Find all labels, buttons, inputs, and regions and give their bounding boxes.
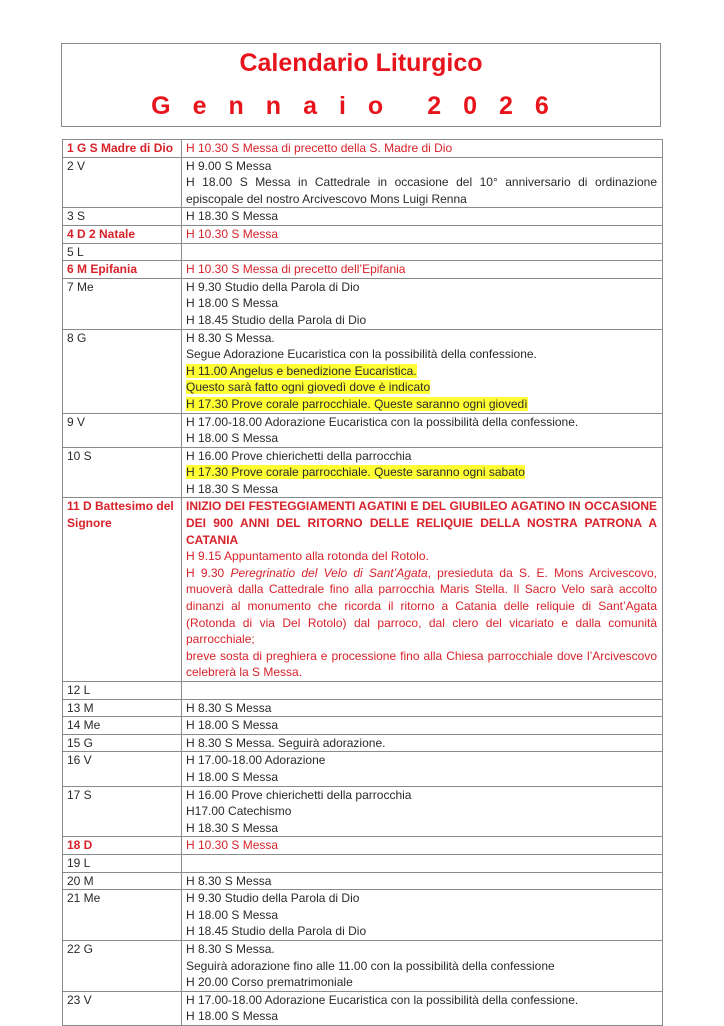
events-cell — [182, 329, 663, 413]
day-cell: 10 S — [63, 447, 182, 498]
highlighted-event-line: H 17.30 Prove corale parrocchiale. Queste saranno ogni giovedì — [186, 396, 528, 411]
table-row — [63, 752, 663, 786]
table-row — [63, 140, 663, 158]
day-cell: 15 G — [63, 734, 182, 752]
event-line: H 16.00 Prove chierichetti della parrocchia — [186, 787, 412, 802]
events-cell — [182, 498, 663, 682]
event-heading: INIZIO DEI FESTEGGIAMENTI AGATINI E DEL GIUBILEO AGATINO IN OCCASIONE DEI 900 ANNI DEL RITORNO DELLE RELIQUIE DELLA NOSTRA PATRONA A CATANIA — [186, 499, 657, 547]
event-line: H 9.30 Studio della Parola di Dio — [186, 279, 360, 294]
day-cell: 4 D 2 Natale — [63, 225, 182, 243]
table-row — [63, 413, 663, 447]
table-row — [63, 837, 663, 855]
day-cell: 2 V — [63, 157, 182, 208]
event-line: H 18.00 S Messa — [186, 296, 279, 311]
event-line: H 9.00 S Messa — [186, 158, 272, 173]
event-line: H 10.30 S Messa — [186, 226, 279, 241]
empty-line — [186, 682, 657, 699]
events-cell — [182, 157, 663, 208]
event-line: H 20.00 Corso prematrimoniale — [186, 975, 353, 990]
day-cell: 12 L — [63, 682, 182, 700]
events-cell — [182, 734, 663, 752]
event-line: H 18.30 S Messa — [186, 481, 279, 496]
events-cell — [182, 208, 663, 226]
events-cell — [182, 717, 663, 735]
events-cell — [182, 413, 663, 447]
event-line: H 18.45 Studio della Parola di Dio — [186, 924, 367, 939]
table-row — [63, 329, 663, 413]
events-cell — [182, 243, 663, 261]
event-description: , presieduta da S. E. Mons Arcivescovo, muoverà dalla Cattedrale fino alla parrocchia Maris Stella. Il Sacro Velo sarà accolto dinanzi al monumento che ricorda il ritorno a Catania delle reliquie di Sant’Agata (Rotonda di via Del Rotolo) dal parroco, dal clero del vicariato e dalla comunità parrocchiale; — [186, 565, 657, 647]
events-cell — [182, 991, 663, 1025]
event-line: H 17.00-18.00 Adorazione Eucaristica con la possibilità della confessione. — [186, 414, 579, 429]
event-line: H 18.45 Studio della Parola di Dio — [186, 312, 367, 327]
event-line: H 8.30 S Messa. — [186, 330, 275, 345]
highlighted-event-line: Questo sarà fatto ogni giovedì dove è indicato — [186, 380, 431, 395]
events-cell — [182, 261, 663, 279]
day-cell: 16 V — [63, 752, 182, 786]
day-cell: 1 G S Madre di Dio — [63, 140, 182, 158]
event-line: H 18.00 S Messa — [186, 718, 279, 733]
events-cell — [182, 140, 663, 158]
table-row — [63, 278, 663, 329]
event-paragraph: breve sosta di preghiera e processione fino alla Chiesa parrocchiale dove l’Arcivescovo celebrerà la S Messa. — [186, 648, 657, 680]
month-year — [62, 89, 660, 123]
empty-line — [186, 855, 657, 872]
year: 2026 — [427, 92, 571, 120]
events-cell — [182, 854, 663, 872]
events-cell — [182, 682, 663, 700]
table-row — [63, 682, 663, 700]
table-row — [63, 786, 663, 837]
event-line: H 16.00 Prove chierichetti della parrocchia — [186, 448, 412, 463]
event-line: H 17.00-18.00 Adorazione Eucaristica con la possibilità della confessione. — [186, 992, 579, 1007]
event-line: H 8.30 S Messa — [186, 873, 272, 888]
table-row — [63, 991, 663, 1025]
table-row — [63, 717, 663, 735]
day-cell: 8 G — [63, 329, 182, 413]
event-line: H 9.30 Studio della Parola di Dio — [186, 891, 360, 906]
table-row — [63, 872, 663, 890]
day-cell: 5 L — [63, 243, 182, 261]
event-line: H 8.30 S Messa — [186, 700, 272, 715]
event-line: H 17.00-18.00 Adorazione — [186, 753, 326, 768]
calendar-header — [61, 43, 661, 127]
event-line: H 18.00 S Messa — [186, 1009, 279, 1024]
calendar-title: Calendario Liturgico — [239, 49, 483, 77]
table-row — [63, 699, 663, 717]
event-line: Seguirà adorazione fino alle 11.00 con la possibilità della confessione — [186, 958, 555, 973]
day-cell: 22 G — [63, 940, 182, 991]
day-cell: 6 M Epifania — [63, 261, 182, 279]
events-cell — [182, 225, 663, 243]
events-cell — [182, 890, 663, 941]
events-cell — [182, 278, 663, 329]
event-line: H 18.00 S Messa — [186, 907, 279, 922]
event-line: H 18.00 S Messa — [186, 431, 279, 446]
event-line: H 18.00 S Messa in Cattedrale in occasione del 10° anniversario di ordinazione episcopale del nostro Arcivescovo Mons Luigi Renna — [186, 175, 657, 206]
table-row — [63, 447, 663, 498]
day-cell: 21 Me — [63, 890, 182, 941]
event-line: H17.00 Catechismo — [186, 804, 292, 819]
day-cell: 14 Me — [63, 717, 182, 735]
event-line: H 9.15 Appuntamento alla rotonda del Rotolo. — [186, 549, 429, 564]
event-line: H 18.00 S Messa — [186, 769, 279, 784]
day-cell: 23 V — [63, 991, 182, 1025]
liturgical-calendar-table — [62, 139, 663, 1026]
event-line: H 10.30 S Messa — [186, 838, 279, 853]
table-row — [63, 157, 663, 208]
event-paragraph — [186, 565, 657, 648]
table-row — [63, 940, 663, 991]
highlighted-event-line: H 17.30 Prove corale parrocchiale. Queste saranno ogni sabato — [186, 465, 525, 480]
event-line: H 8.30 S Messa. Seguirà adorazione. — [186, 735, 386, 750]
events-cell — [182, 872, 663, 890]
event-italic-title: Peregrinatio del Velo di Sant’Agata — [230, 565, 428, 580]
table-row — [63, 854, 663, 872]
event-line: H 8.30 S Messa. — [186, 941, 275, 956]
event-line: Segue Adorazione Eucaristica con la possibilità della confessione. — [186, 347, 537, 362]
day-cell: 7 Me — [63, 278, 182, 329]
day-cell: 18 D — [63, 837, 182, 855]
table-row — [63, 225, 663, 243]
table-row — [63, 890, 663, 941]
day-cell: 9 V — [63, 413, 182, 447]
empty-line — [186, 244, 657, 261]
table-row — [63, 243, 663, 261]
events-cell — [182, 699, 663, 717]
day-cell: 19 L — [63, 854, 182, 872]
day-cell: 20 M — [63, 872, 182, 890]
day-cell: 17 S — [63, 786, 182, 837]
events-cell — [182, 752, 663, 786]
day-cell: 13 M — [63, 699, 182, 717]
table-row — [63, 734, 663, 752]
event-time: H 9.30 — [186, 565, 231, 580]
events-cell — [182, 837, 663, 855]
day-cell: 11 D Battesimo del Signore — [63, 498, 182, 682]
table-row — [63, 208, 663, 226]
events-cell — [182, 786, 663, 837]
table-row — [63, 498, 663, 682]
events-cell — [182, 447, 663, 498]
highlighted-event-line: H 11.00 Angelus e benedizione Eucaristica. — [186, 363, 417, 378]
event-line: H 10.30 S Messa di precetto dell’Epifania — [186, 262, 406, 277]
events-cell — [182, 940, 663, 991]
day-cell: 3 S — [63, 208, 182, 226]
month-name: Gennaio — [151, 92, 406, 120]
table-row — [63, 261, 663, 279]
event-line: H 18.30 S Messa — [186, 209, 279, 224]
event-line: H 18.30 S Messa — [186, 820, 279, 835]
event-line: H 10.30 S Messa di precetto della S. Madre di Dio — [186, 141, 453, 155]
